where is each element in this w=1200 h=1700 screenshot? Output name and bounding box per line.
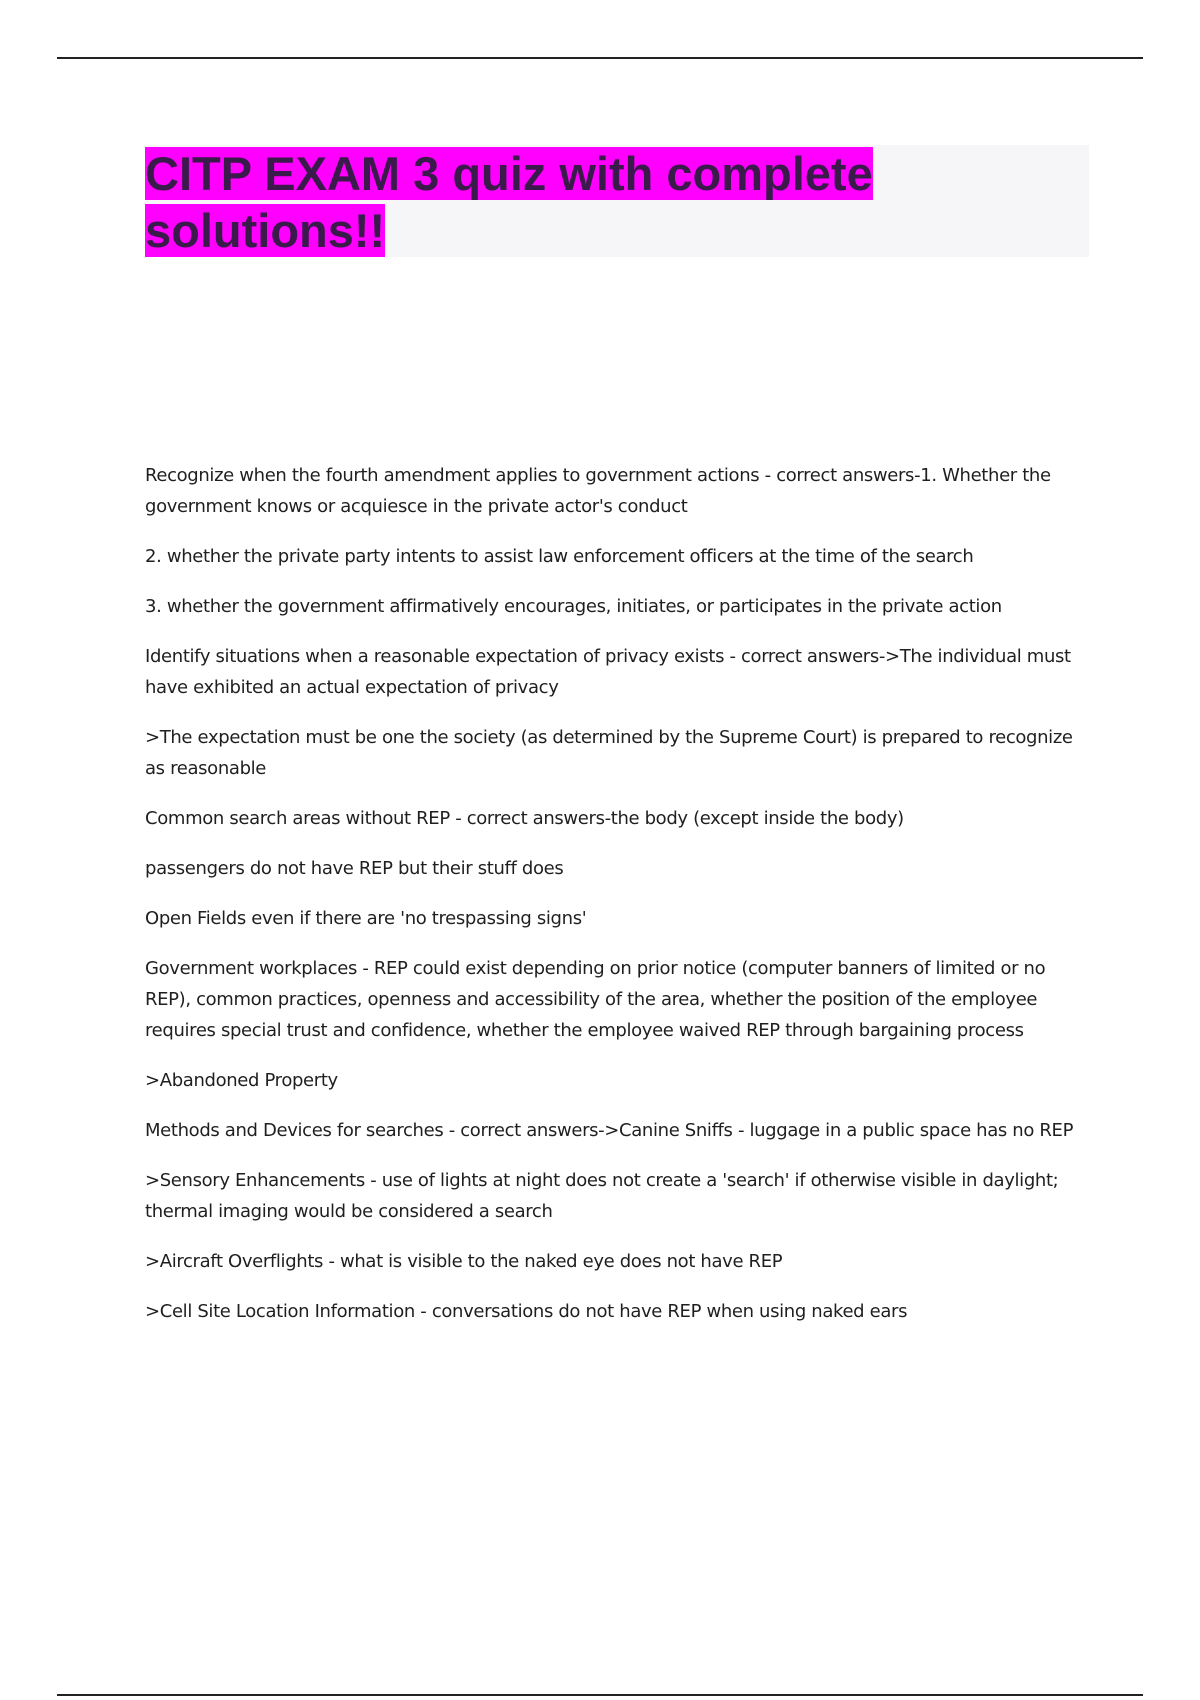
title-highlight: CITP EXAM 3 quiz with complete solutions!! bbox=[145, 147, 873, 257]
paragraph: Identify situations when a reasonable expectation of privacy exists - correct answers->The individual must have exhibited an actual expectation of privacy bbox=[145, 646, 1071, 698]
paragraph: >Aircraft Overflights - what is visible to the naked eye does not have REP bbox=[145, 1251, 783, 1272]
paragraph: Open Fields even if there are 'no trespassing signs' bbox=[145, 908, 587, 929]
bottom-rule bbox=[57, 1694, 1143, 1696]
paragraph: >Cell Site Location Information - conversations do not have REP when using naked ears bbox=[145, 1301, 908, 1322]
paragraph: Government workplaces - REP could exist depending on prior notice (computer banners of limited or no REP), common practices, openness and accessibility of the area, whether the position of the employee requires special trust and confidence, whether the employee waived REP through bargaining process bbox=[145, 958, 1046, 1041]
paragraph: passengers do not have REP but their stuff does bbox=[145, 858, 564, 879]
document-body bbox=[145, 460, 1090, 1346]
paragraph: >Sensory Enhancements - use of lights at night does not create a 'search' if otherwise visible in daylight; thermal imaging would be considered a search bbox=[145, 1170, 1059, 1222]
document-title bbox=[145, 145, 905, 259]
paragraph: >Abandoned Property bbox=[145, 1070, 338, 1091]
paragraph: 2. whether the private party intents to assist law enforcement officers at the time of the search bbox=[145, 546, 974, 567]
top-rule bbox=[57, 57, 1143, 59]
paragraph: >The expectation must be one the society (as determined by the Supreme Court) is prepared to recognize as reasonable bbox=[145, 727, 1073, 779]
paragraph: Common search areas without REP - correct answers-the body (except inside the body) bbox=[145, 808, 904, 829]
paragraph: 3. whether the government affirmatively encourages, initiates, or participates in the private action bbox=[145, 596, 1002, 617]
paragraph: Recognize when the fourth amendment applies to government actions - correct answers-1. Whether the government knows or acquiesce in the private actor's conduct bbox=[145, 465, 1051, 517]
paragraph: Methods and Devices for searches - correct answers->Canine Sniffs - luggage in a public space has no REP bbox=[145, 1120, 1074, 1141]
title-block bbox=[145, 145, 1089, 257]
